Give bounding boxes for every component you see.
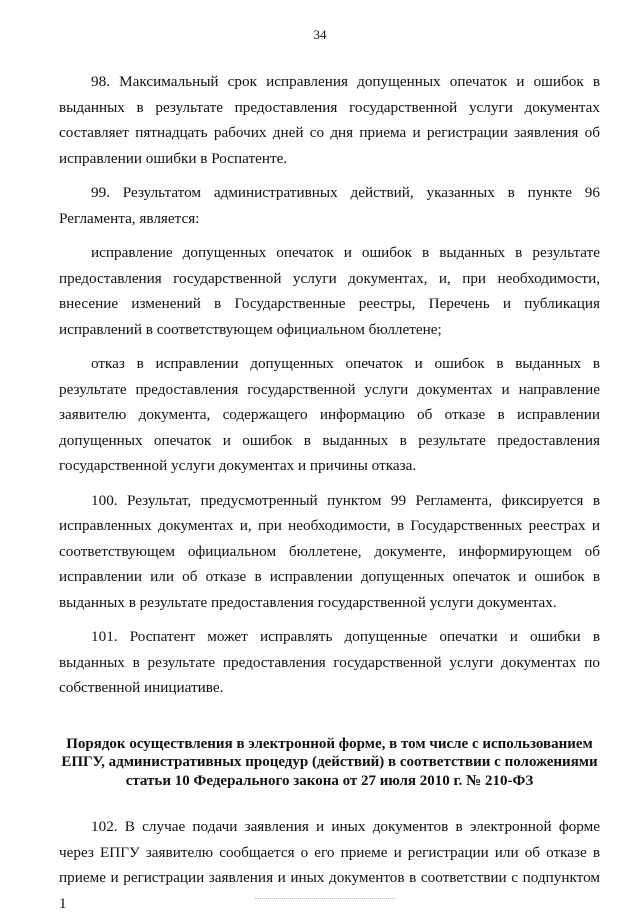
section-heading: Порядок осуществления в электронной форме, в том числе с использованием ЕПГУ, административных процедур (действий) в соответствии с положениями статьи 10 Федерального закона от 27 июля 2010 г. № 210-ФЗ	[61, 735, 598, 789]
paragraph-99: 99. Результатом административных действий, указанных в пункте 96 Регламента, является:	[59, 184, 600, 227]
document-body	[59, 69, 600, 916]
paragraph-100: 100. Результат, предусмотренный пунктом 99 Регламента, фиксируется в исправленных документах и, при необходимости, в Государственных реестрах и соответствующем официальном бюллетене, документе, информирующем об исправлении или об отказе в исправлении допущенных опечаток и ошибок в выданных в результате предоставления государственной услуги документах.	[59, 491, 600, 611]
paragraph-102: 102. В случае подачи заявления и иных документов в электронной форме через ЕПГУ заявителю сообщается о его приеме и регистрации или об отказе в приеме и регистрации заявления и иных документов в соответствии с подпунктом 1	[59, 818, 600, 912]
paragraph-99-item-refusal: отказ в исправлении допущенных опечаток и ошибок в выданных в результате предоставления государственной услуги документах и направление заявителю документа, содержащего информацию об отказе в исправлении допущенных опечаток и ошибок в выданных в результате предоставления государственной услуги документах и причины отказа.	[59, 355, 600, 474]
page-number: 34	[313, 27, 327, 42]
paragraph-101: 101. Роспатент может исправлять допущенные опечатки и ошибки в выданных в результате предоставления государственной услуги документах по собственной инициативе.	[59, 628, 600, 696]
scan-edge-mark	[255, 898, 395, 905]
paragraph-99-item-correction: исправление допущенных опечаток и ошибок в выданных в результате предоставления государственной услуги документах, и, при необходимости, внесение изменений в Государственные реестры, Перечень и публикация исправлений в соответствующем официальном бюллетене;	[59, 244, 600, 338]
paragraph-98: 98. Максимальный срок исправления допущенных опечаток и ошибок в выданных в результате предоставления государственной услуги документах составляет пятнадцать рабочих дней со дня приема и регистрации заявления об исправлении ошибки в Роспатенте.	[59, 73, 600, 167]
